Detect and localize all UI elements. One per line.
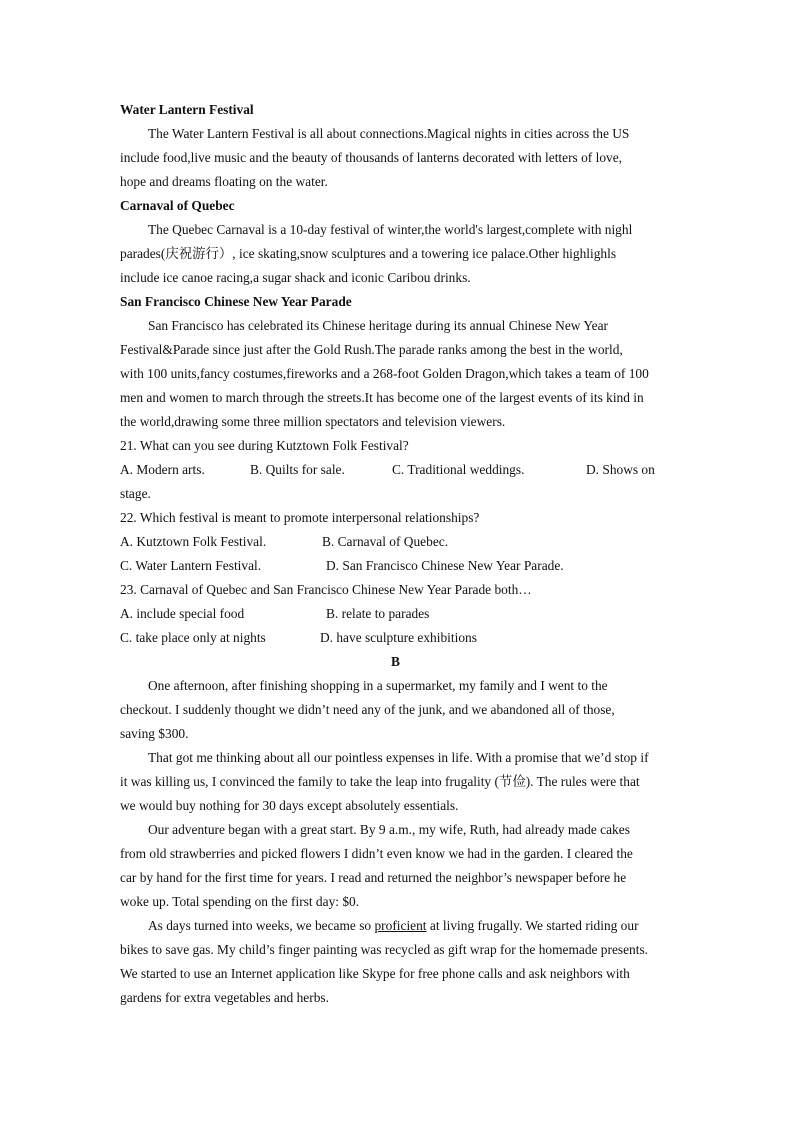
paragraph-line: The Quebec Carnaval is a 10-day festival of winter,the world's largest,complete with nighl: [148, 222, 633, 237]
q22-option-a: A. Kutztown Folk Festival.: [120, 534, 267, 549]
question-22-stem: 22. Which festival is meant to promote interpersonal relationships?: [120, 510, 480, 525]
q23-option-b: B. relate to parades: [326, 606, 430, 621]
text-segment: As days turned into weeks, we became so: [148, 918, 375, 933]
paragraph-line: Festival&Parade since just after the Gold Rush.The parade ranks among the best in the world,: [120, 342, 623, 357]
paragraph-line: include food,live music and the beauty of thousands of lanterns decorated with letters of love,: [120, 150, 623, 165]
q22-option-b: B. Carnaval of Quebec.: [322, 534, 449, 549]
q23-option-a: A. include special food: [120, 606, 245, 621]
text-segment: at living frugally. We started riding our: [426, 918, 639, 933]
q22-option-c: C. Water Lantern Festival.: [120, 558, 262, 573]
q22-option-d: D. San Francisco Chinese New Year Parade.: [326, 558, 564, 573]
paragraph-line: hope and dreams floating on the water.: [120, 174, 328, 189]
q21-option-d-continued: stage.: [120, 486, 151, 501]
paragraph-line: woke up. Total spending on the first day: $0.: [120, 894, 360, 909]
question-23-stem: 23. Carnaval of Quebec and San Francisco Chinese New Year Parade both…: [120, 582, 532, 597]
paragraph-line: with 100 units,fancy costumes,fireworks and a 268-foot Golden Dragon,which takes a team of 100: [120, 366, 649, 381]
paragraph-line: [148, 918, 639, 934]
paragraph-line: The Water Lantern Festival is all about connections.Magical nights in cities across the US: [148, 126, 630, 141]
paragraph-line: San Francisco has celebrated its Chinese heritage during its annual Chinese New Year: [148, 318, 608, 333]
question-21-stem: 21. What can you see during Kutztown Folk Festival?: [120, 438, 409, 453]
paragraph-line: we would buy nothing for 30 days except absolutely essentials.: [120, 798, 459, 813]
paragraph-line: bikes to save gas. My child’s finger painting was recycled as gift wrap for the homemade presents.: [120, 942, 649, 957]
underlined-word-proficient: proficient: [374, 918, 427, 933]
heading-water-lantern: Water Lantern Festival: [120, 102, 254, 117]
paragraph-line: Our adventure began with a great start. By 9 a.m., my wife, Ruth, had already made cakes: [148, 822, 630, 837]
q23-option-c: C. take place only at nights: [120, 630, 266, 645]
paragraph-line: include ice canoe racing,a sugar shack and iconic Caribou drinks.: [120, 270, 471, 285]
paragraph-line: We started to use an Internet application like Skype for free phone calls and ask neighbors with: [120, 966, 630, 981]
paragraph-line: car by hand for the first time for years. I read and returned the neighbor’s newspaper before he: [120, 870, 627, 885]
paragraph-line: men and women to march through the streets.It has become one of the largest events of its kind in: [120, 390, 644, 405]
q21-option-b: B. Quilts for sale.: [250, 462, 345, 477]
q23-option-d: D. have sculpture exhibitions: [320, 630, 477, 645]
paragraph-line: That got me thinking about all our pointless expenses in life. With a promise that we’d stop if: [148, 750, 649, 765]
paragraph-line: the world,drawing some three million spectators and television viewers.: [120, 414, 506, 429]
q21-option-d: D. Shows on: [586, 462, 655, 477]
paragraph-line: parades(庆祝游行）, ice skating,snow sculptures and a towering ice palace.Other highlighls: [120, 246, 617, 261]
heading-quebec: Carnaval of Quebec: [120, 198, 235, 213]
paragraph-line: from old strawberries and picked flowers I didn’t even know we had in the garden. I cleared the: [120, 846, 633, 861]
q21-option-a: A. Modern arts.: [120, 462, 205, 477]
heading-sf-parade: San Francisco Chinese New Year Parade: [120, 294, 352, 309]
paragraph-line: One afternoon, after finishing shopping in a supermarket, my family and I went to the: [148, 678, 608, 693]
paragraph-line: gardens for extra vegetables and herbs.: [120, 990, 329, 1005]
q21-option-c: C. Traditional weddings.: [392, 462, 525, 477]
paragraph-line: it was killing us, I convinced the family to take the leap into frugality (节俭). The rules were that: [120, 774, 640, 789]
paragraph-line: saving $300.: [120, 726, 189, 741]
paragraph-line: checkout. I suddenly thought we didn’t need any of the junk, and we abandoned all of those,: [120, 702, 615, 717]
section-b-title: B: [391, 654, 400, 669]
